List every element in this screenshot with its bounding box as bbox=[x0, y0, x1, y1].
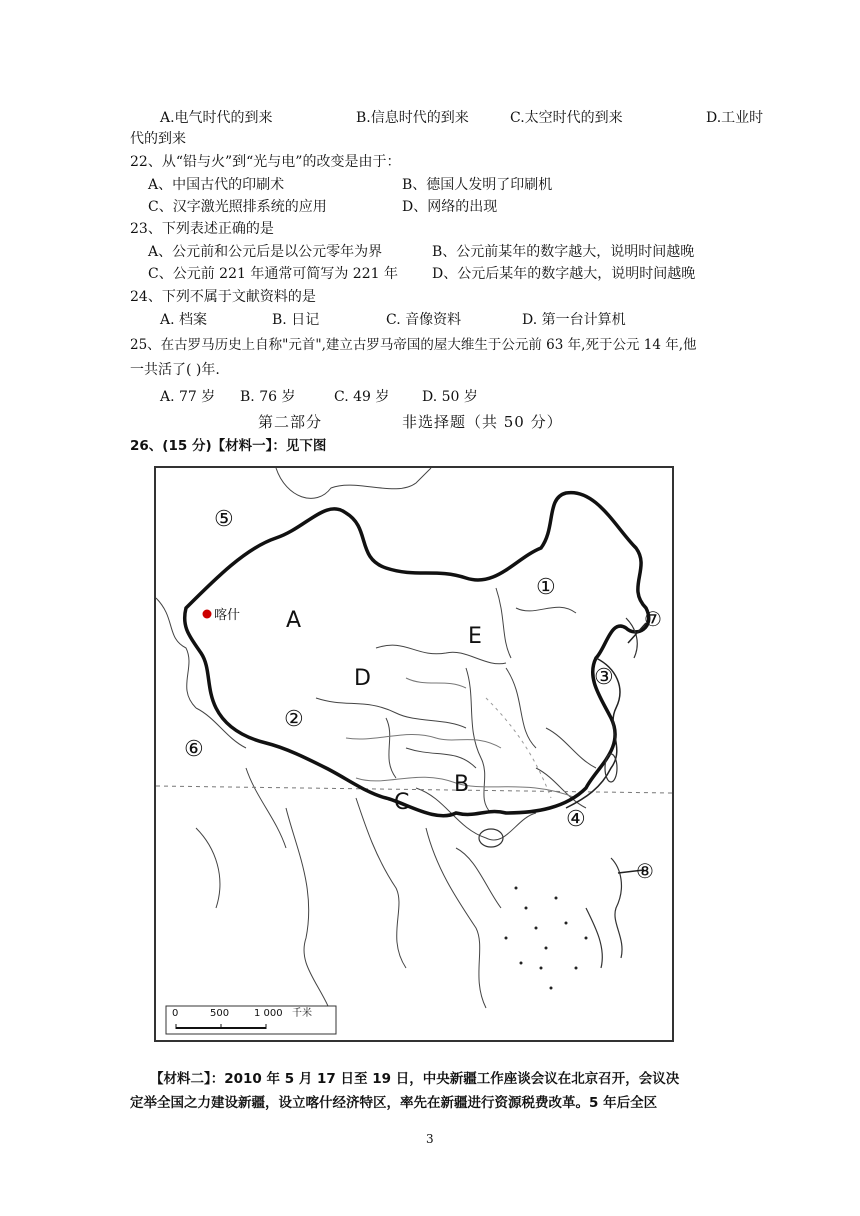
q21-option-c: C.太空时代的到来 bbox=[510, 110, 623, 126]
q23-option-c: C、公元前 221 年通常可简写为 221 年 bbox=[148, 266, 398, 282]
q23-stem: 23、下列表述正确的是 bbox=[130, 221, 274, 237]
q21-option-a: A.电气时代的到来 bbox=[160, 110, 273, 126]
q25-option-a: A. 77 岁 bbox=[160, 389, 216, 405]
q23-option-a: A、公元前和公元后是以公元零年为界 bbox=[148, 244, 383, 260]
q22-option-b: B、德国人发明了印刷机 bbox=[402, 177, 553, 193]
q22-stem: 22、从“铅与火”到“光与电”的改变是由于： bbox=[130, 154, 401, 170]
kashgar-dot bbox=[203, 610, 212, 619]
map-label-circ6: ⑥ bbox=[184, 737, 204, 762]
q25-option-c: C. 49 岁 bbox=[334, 389, 390, 405]
material2-line2: 定举全国之力建设新疆，设立喀什经济特区，率先在新疆进行资源税费改革。5 年后全区 bbox=[130, 1095, 658, 1111]
q23-option-b: B、公元前某年的数字越大，说明时间越晚 bbox=[432, 244, 695, 260]
map-label-circ4: ④ bbox=[566, 807, 586, 832]
map-label-circ8: ⑧ bbox=[636, 859, 654, 883]
map-drawing bbox=[156, 468, 672, 1040]
q24-option-b: B. 日记 bbox=[272, 312, 320, 328]
map-label-c: C bbox=[394, 790, 410, 815]
q24-stem: 24、下列不属于文献资料的是 bbox=[130, 289, 316, 305]
map-label-circ5: ⑤ bbox=[214, 507, 234, 532]
q21-option-d: D.工业时 bbox=[706, 110, 764, 126]
q25-option-d: D. 50 岁 bbox=[422, 389, 478, 405]
map-label-d: D bbox=[354, 666, 371, 691]
scale-zero-label: 0 bbox=[172, 1008, 179, 1019]
map-label-e: E bbox=[468, 624, 482, 649]
q25-stem-line2: 一共活了( )年. bbox=[130, 362, 220, 378]
q23-option-d: D、公元后某年的数字越大，说明时间越晚 bbox=[432, 266, 696, 282]
scale-mid-label: 500 bbox=[210, 1008, 230, 1019]
map-label-kashgar: 喀什 bbox=[214, 608, 241, 623]
map-figure bbox=[154, 466, 674, 1042]
map-label-circ7: ⑦ bbox=[644, 607, 662, 631]
q21-option-d-continued: 代的到来 bbox=[130, 131, 186, 147]
q25-stem-line1: 25、在古罗马历史上自称"元首",建立古罗马帝国的屋大维生于公元前 63 年,死于公元 14 年,他 bbox=[130, 337, 697, 353]
q21-option-b: B.信息时代的到来 bbox=[356, 110, 469, 126]
map-label-b: B bbox=[454, 772, 470, 797]
map-label-a: A bbox=[286, 608, 302, 633]
q26-header: 26、(15 分)【材料一】：见下图 bbox=[130, 438, 327, 454]
part2-subtitle: 非选择题（共 50 分） bbox=[402, 413, 563, 431]
map-label-circ3: ③ bbox=[594, 665, 614, 690]
material2-line1: 【材料二】：2010 年 5 月 17 日至 19 日，中央新疆工作座谈会议在北京召开，会议决 bbox=[150, 1071, 680, 1087]
q24-option-a: A. 档案 bbox=[160, 312, 208, 328]
map-label-circ1: ① bbox=[536, 575, 556, 600]
page-number: 3 bbox=[426, 1132, 434, 1146]
q24-option-d: D. 第一台计算机 bbox=[522, 312, 626, 328]
scale-end-label: 1 000 bbox=[254, 1008, 283, 1019]
q25-option-b: B. 76 岁 bbox=[240, 389, 296, 405]
q24-option-c: C. 音像资料 bbox=[386, 312, 462, 328]
q22-option-c: C、汉字激光照排系统的应用 bbox=[148, 199, 327, 215]
q22-option-a: A、中国古代的印刷术 bbox=[148, 177, 285, 193]
q22-option-d: D、网络的出现 bbox=[402, 199, 498, 215]
scale-unit-label: 千米 bbox=[292, 1008, 312, 1019]
map-label-circ2: ② bbox=[284, 707, 304, 732]
part2-title: 第二部分 bbox=[258, 413, 323, 431]
